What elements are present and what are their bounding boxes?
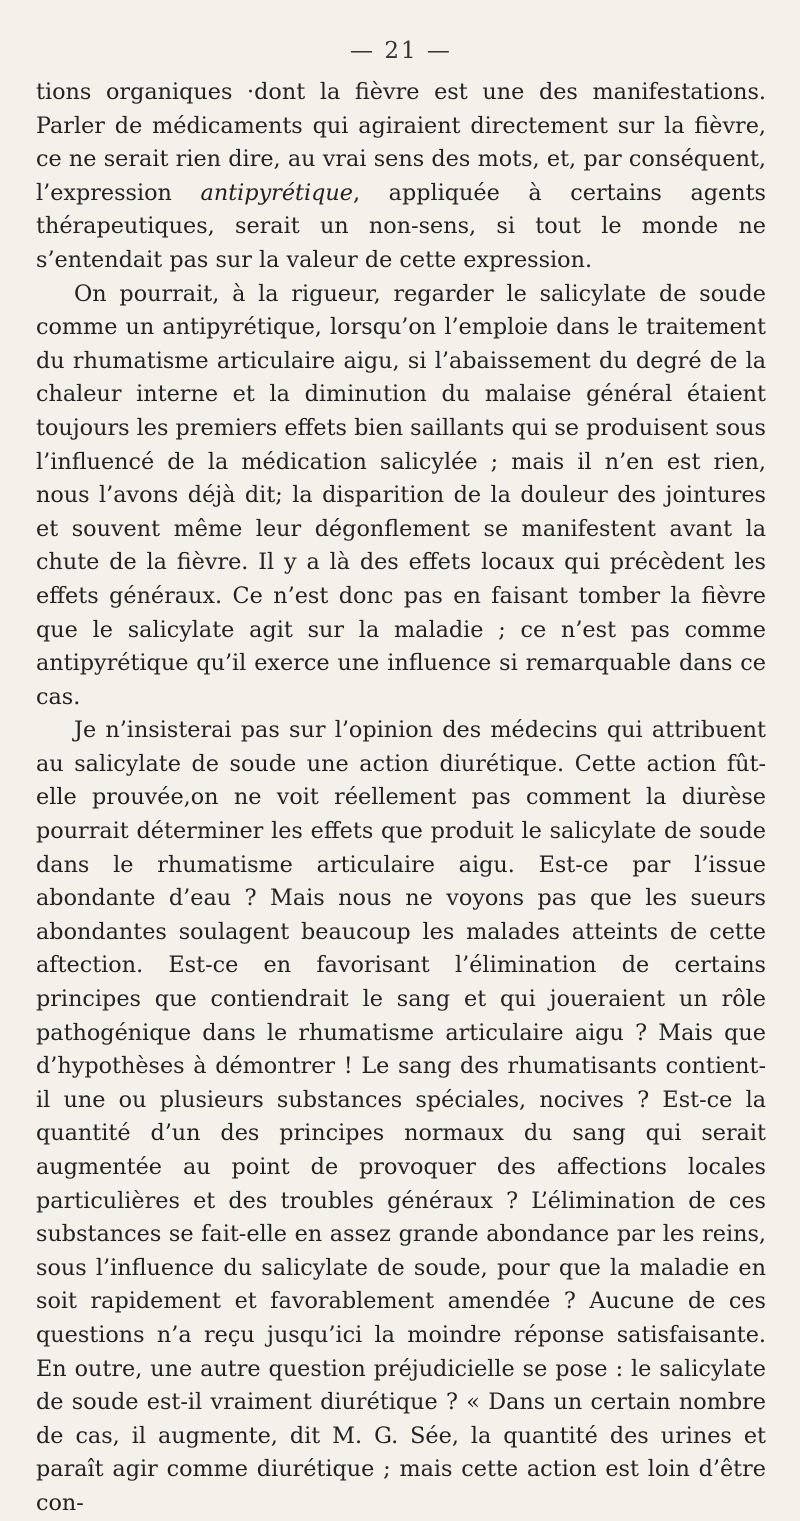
paragraph-1-text-b: , appliquée à certains agents thérapeutiques, serait un non-sens, si tout le monde ne s’entendait pas sur la valeur de cette expression. [36,179,766,273]
paragraph-1 [36,76,766,278]
paragraph-3 [36,714,766,1520]
page-number: — 21 — [350,38,452,64]
paragraph-1-text-a: tions organiques ·dont la fièvre est une des manifestations. Parler de médicaments qui agiraient directement sur la fièvre, ce ne serait rien dire, au vrai sens des mots, et, par conséquent, l’expression [36,79,766,206]
paragraph-2 [36,278,766,715]
paragraph-3-text: Je n’insisterai pas sur l’opinion des médecins qui attribuent au salicylate de soude une action diurétique. Cette action fût-elle prouvée,on ne voit réellement pas comment la diurèse pourrait déterminer les effets que produit le salicylate de soude dans le rhumatisme articulaire aigu. Est-ce par l’issue abondante d’eau ? Mais nous ne voyons pas que les sueurs abondantes soulagent beaucoup les malades atteints de cette aftection. Est-ce en favorisant l’élimination de certains principes que contiendrait le sang et qui joueraient un rôle pathogénique dans le rhumatisme articulaire aigu ? Mais que d’hypothèses à démontrer ! Le sang des rhumatisants contient-il une ou plusieurs substances spéciales, nocives ? Est-ce la quantité d’un des principes normaux du sang qui serait augmentée au point de provoquer des affections locales particulières et des troubles généraux ? L’élimination de ces substances se fait-elle en assez grande abondance par les reins, sous l’influence du salicylate de soude, pour que la maladie en soit rapidement et favorablement amendée ? Aucune de ces questions n’a reçu jusqu’ici la moindre réponse satisfaisante. En outre, une autre question préjudicielle se pose : le salicylate de soude est-il vraiment diurétique ? « Dans un certain nombre de cas, il augmente, dit M. G. Sée, la quantité des urines et paraît agir comme diurétique ; mais cette action est loin d’être con- [36,717,766,1516]
paragraph-1-italic-term: antipyrétique [200,179,353,206]
paragraph-2-text: On pourrait, à la rigueur, regarder le salicylate de soude comme un antipyrétique, lorsqu’on l’emploie dans le traitement du rhumatisme articulaire aigu, si l’abaissement du degré de la chaleur interne et la diminution du malaise général étaient toujours les premiers effets bien saillants qui se produisent sous l’influencé de la médication salicylée ; mais il n’en est rien, nous l’avons déjà dit; la disparition de la douleur des jointures et souvent même leur dégonflement se manifestent avant la chute de la fièvre. Il y a là des effets locaux qui précèdent les effets généraux. Ce n’est donc pas en faisant tomber la fièvre que le salicylate agit sur la maladie ; ce n’est pas comme antipyrétique qu’il exerce une influence si remarquable dans ce cas. [36,280,766,710]
body-text [36,76,766,1521]
